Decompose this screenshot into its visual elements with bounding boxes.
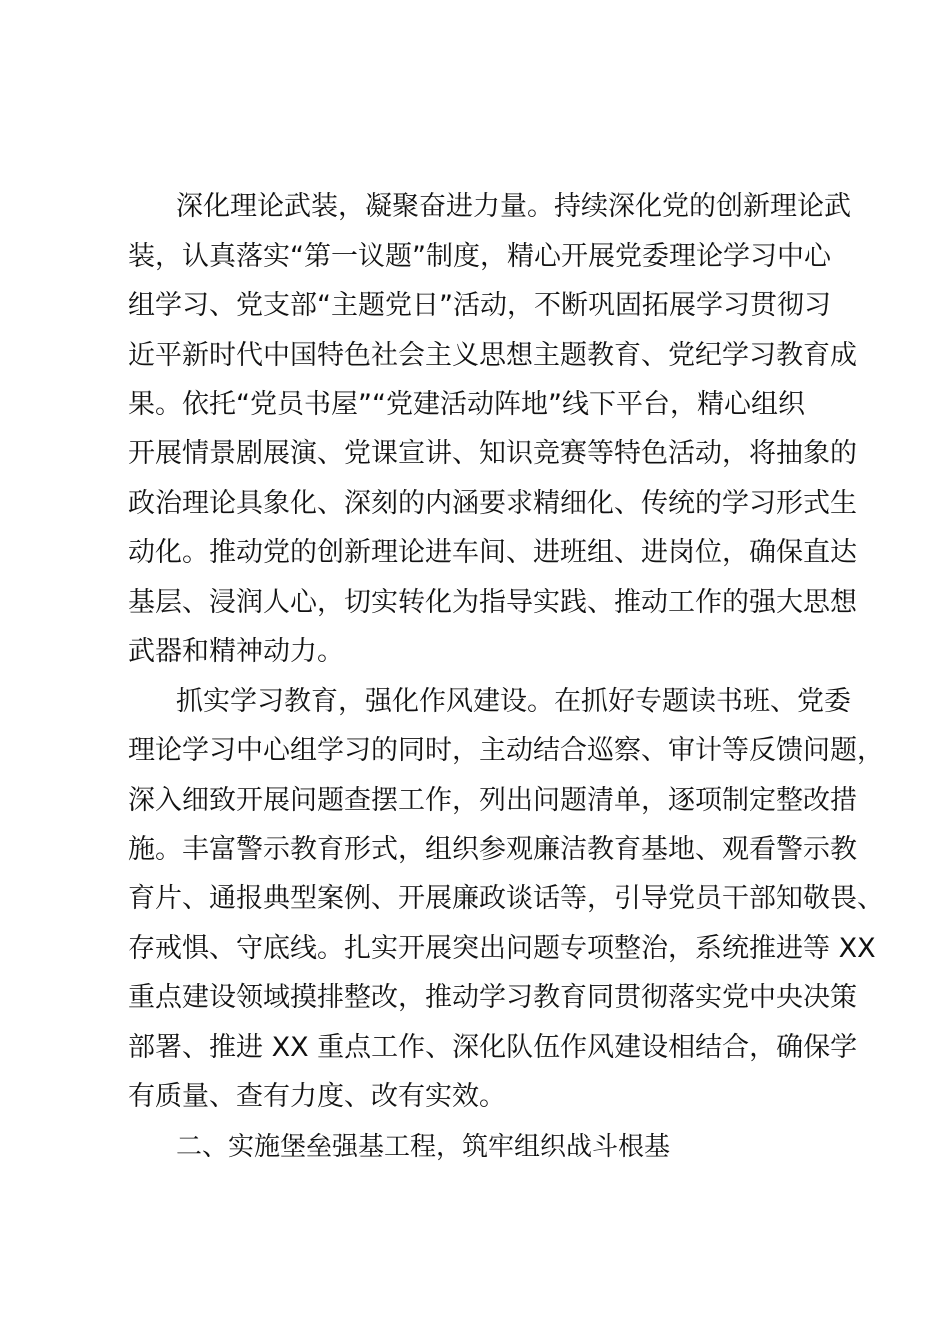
paragraph-2-line-6: 存戒惧、守底线。扎实开展突出问题专项整治，系统推进等 XX	[128, 933, 876, 964]
paragraph-2-line-8: 部署、推进 XX 重点工作、深化队伍作风建设相结合，确保学	[128, 1032, 858, 1063]
paragraph-2-line-2: 理论学习中心组学习的同时，主动结合巡察、审计等反馈问题，	[128, 735, 884, 766]
paragraph-1-line-10: 武器和精神动力。	[128, 636, 344, 667]
paragraph-1-line-6: 开展情景剧展演、党课宣讲、知识竞赛等特色活动，将抽象的	[128, 438, 857, 469]
paragraph-1-line-4: 近平新时代中国特色社会主义思想主题教育、党纪学习教育成	[128, 340, 857, 371]
paragraph-2-line-7: 重点建设领域摸排整改，推动学习教育同贯彻落实党中央决策	[128, 982, 857, 1013]
paragraph-1-line-7: 政治理论具象化、深刻的内涵要求精细化、传统的学习形式生	[128, 488, 857, 519]
paragraph-1-line-9: 基层、浸润人心，切实转化为指导实践、推动工作的强大思想	[128, 587, 857, 618]
paragraph-1-line-1: 深化理论武装，凝聚奋进力量。持续深化党的创新理论武	[176, 191, 851, 222]
paragraph-1-line-2: 装，认真落实“第一议题”制度，精心开展党委理论学习中心	[128, 241, 831, 272]
paragraph-2-line-5: 育片、通报典型案例、开展廉政谈话等，引导党员干部知敬畏、	[128, 883, 884, 914]
paragraph-1-line-8: 动化。推动党的创新理论进车间、进班组、进岗位，确保直达	[128, 537, 857, 568]
paragraph-2-line-4: 施。丰富警示教育形式，组织参观廉洁教育基地、观看警示教	[128, 834, 857, 865]
paragraph-2-line-9: 有质量、查有力度、改有实效。	[128, 1081, 506, 1112]
paragraph-2-line-1: 抓实学习教育，强化作风建设。在抓好专题读书班、党委	[176, 686, 851, 717]
paragraph-1-line-3: 组学习、党支部“主题党日”活动，不断巩固拓展学习贯彻习	[128, 290, 831, 321]
paragraph-2-line-3: 深入细致开展问题查摆工作，列出问题清单，逐项制定整改措	[128, 785, 857, 816]
paragraph-1-line-5: 果。依托“党员书屋”“党建活动阵地”线下平台，精心组织	[128, 389, 805, 420]
section-heading: 二、实施堡垒强基工程，筑牢组织战斗根基	[176, 1132, 671, 1162]
